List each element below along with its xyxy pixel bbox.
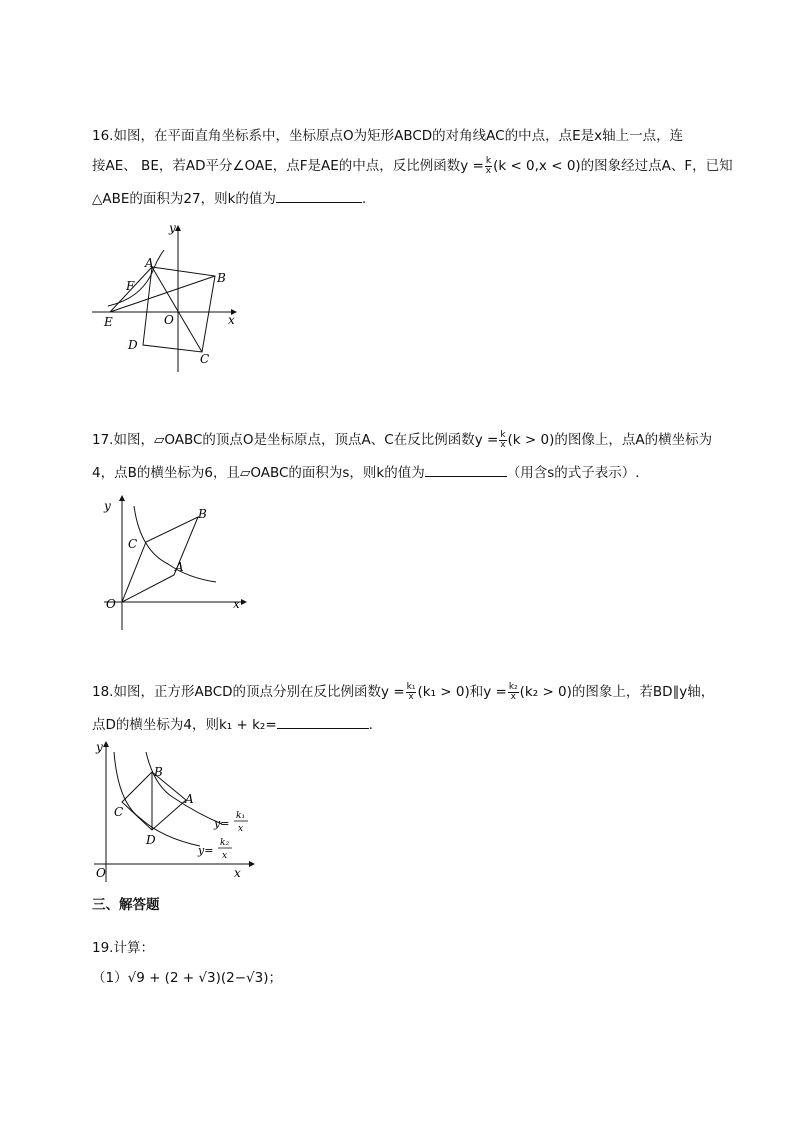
label-a: A (175, 560, 184, 574)
label-c: C (128, 537, 138, 551)
label-d: D (128, 338, 138, 352)
label-y: y (96, 740, 103, 754)
q17-line-1: 17.如图，▱OABC的顶点O是坐标原点，顶点A、C在反比例函数y = $\frac{k}{x}$ (k > 0)的图像上，点A的横坐标为 (92, 429, 713, 450)
label-y: y (104, 499, 111, 513)
curve2-k: k₂ (220, 838, 230, 848)
label-x: x (228, 313, 235, 327)
answer-blank[interactable] (425, 462, 507, 477)
label-o: O (96, 866, 106, 880)
label-o: O (164, 313, 174, 327)
q17-line-2: 4，点B的横坐标为6，且▱OABC的面积为s，则k的值为 （用含s的式子表示）. (92, 462, 640, 483)
label-x: x (233, 597, 240, 611)
label-b: B (154, 765, 163, 779)
q18-fraction-1: $\frac{\text{k₁}}{x}$ (406, 681, 416, 702)
q16-fraction: $\frac{k}{x}$ (485, 155, 492, 176)
label-d: D (146, 833, 156, 847)
section-heading: 三、解答题 (92, 897, 160, 913)
q18-fraction-2: $\frac{\text{k₂}}{x}$ (508, 681, 518, 702)
curve1-x: x (238, 824, 244, 834)
label-x: x (234, 866, 241, 880)
q16-line-2: 接AE、 BE，若AD平分∠OAE，点F是AE的中点，反比例函数y = $\frac{k}{x}$ (k < 0,x < 0)的图象经过点A、F，已知 (92, 155, 733, 176)
label-c: C (200, 352, 210, 366)
q19-part-1: （1）√9 + (2 + √3)(2−√3)； (92, 970, 283, 986)
q16-line-3: △ABE的面积为27，则k的值为 . (92, 188, 366, 209)
label-e: E (104, 315, 113, 329)
label-o: O (106, 597, 116, 611)
curve2-x: x (222, 851, 228, 861)
q19-title: 19.计算： (92, 940, 154, 956)
curve2-label: y= (198, 844, 214, 857)
q16-figure (88, 220, 248, 380)
q17-fraction: $\frac{k}{x}$ (500, 429, 506, 450)
label-a: A (185, 792, 194, 806)
label-f: F (126, 279, 135, 293)
q18-line-2: 点D的横坐标为4，则k₁ + k₂= . (92, 714, 373, 735)
curve1-k: k₁ (236, 811, 246, 821)
q16-line-1: 16.如图，在平面直角坐标系中，坐标原点O为矩形ABCD的对角线AC的中点，点E是x轴上一点，连 (92, 128, 684, 144)
q18-figure (88, 736, 268, 884)
label-y: y (169, 221, 176, 235)
label-c: C (114, 805, 124, 819)
q17-figure (96, 490, 256, 635)
label-b: B (217, 271, 226, 285)
answer-blank[interactable] (276, 188, 362, 203)
answer-blank[interactable] (277, 714, 369, 729)
curve1-label: y= (214, 817, 230, 830)
label-a: A (145, 256, 154, 270)
q18-line-1: 18.如图，正方形ABCD的顶点分别在反比例函数y = $\frac{\text{k₁}}{x}$ (k₁ > 0)和y = $\frac{\text{k₂}}{x}$ (k₂ > 0)的图象上，若BD∥y轴， (92, 681, 715, 702)
label-b: B (198, 507, 207, 521)
